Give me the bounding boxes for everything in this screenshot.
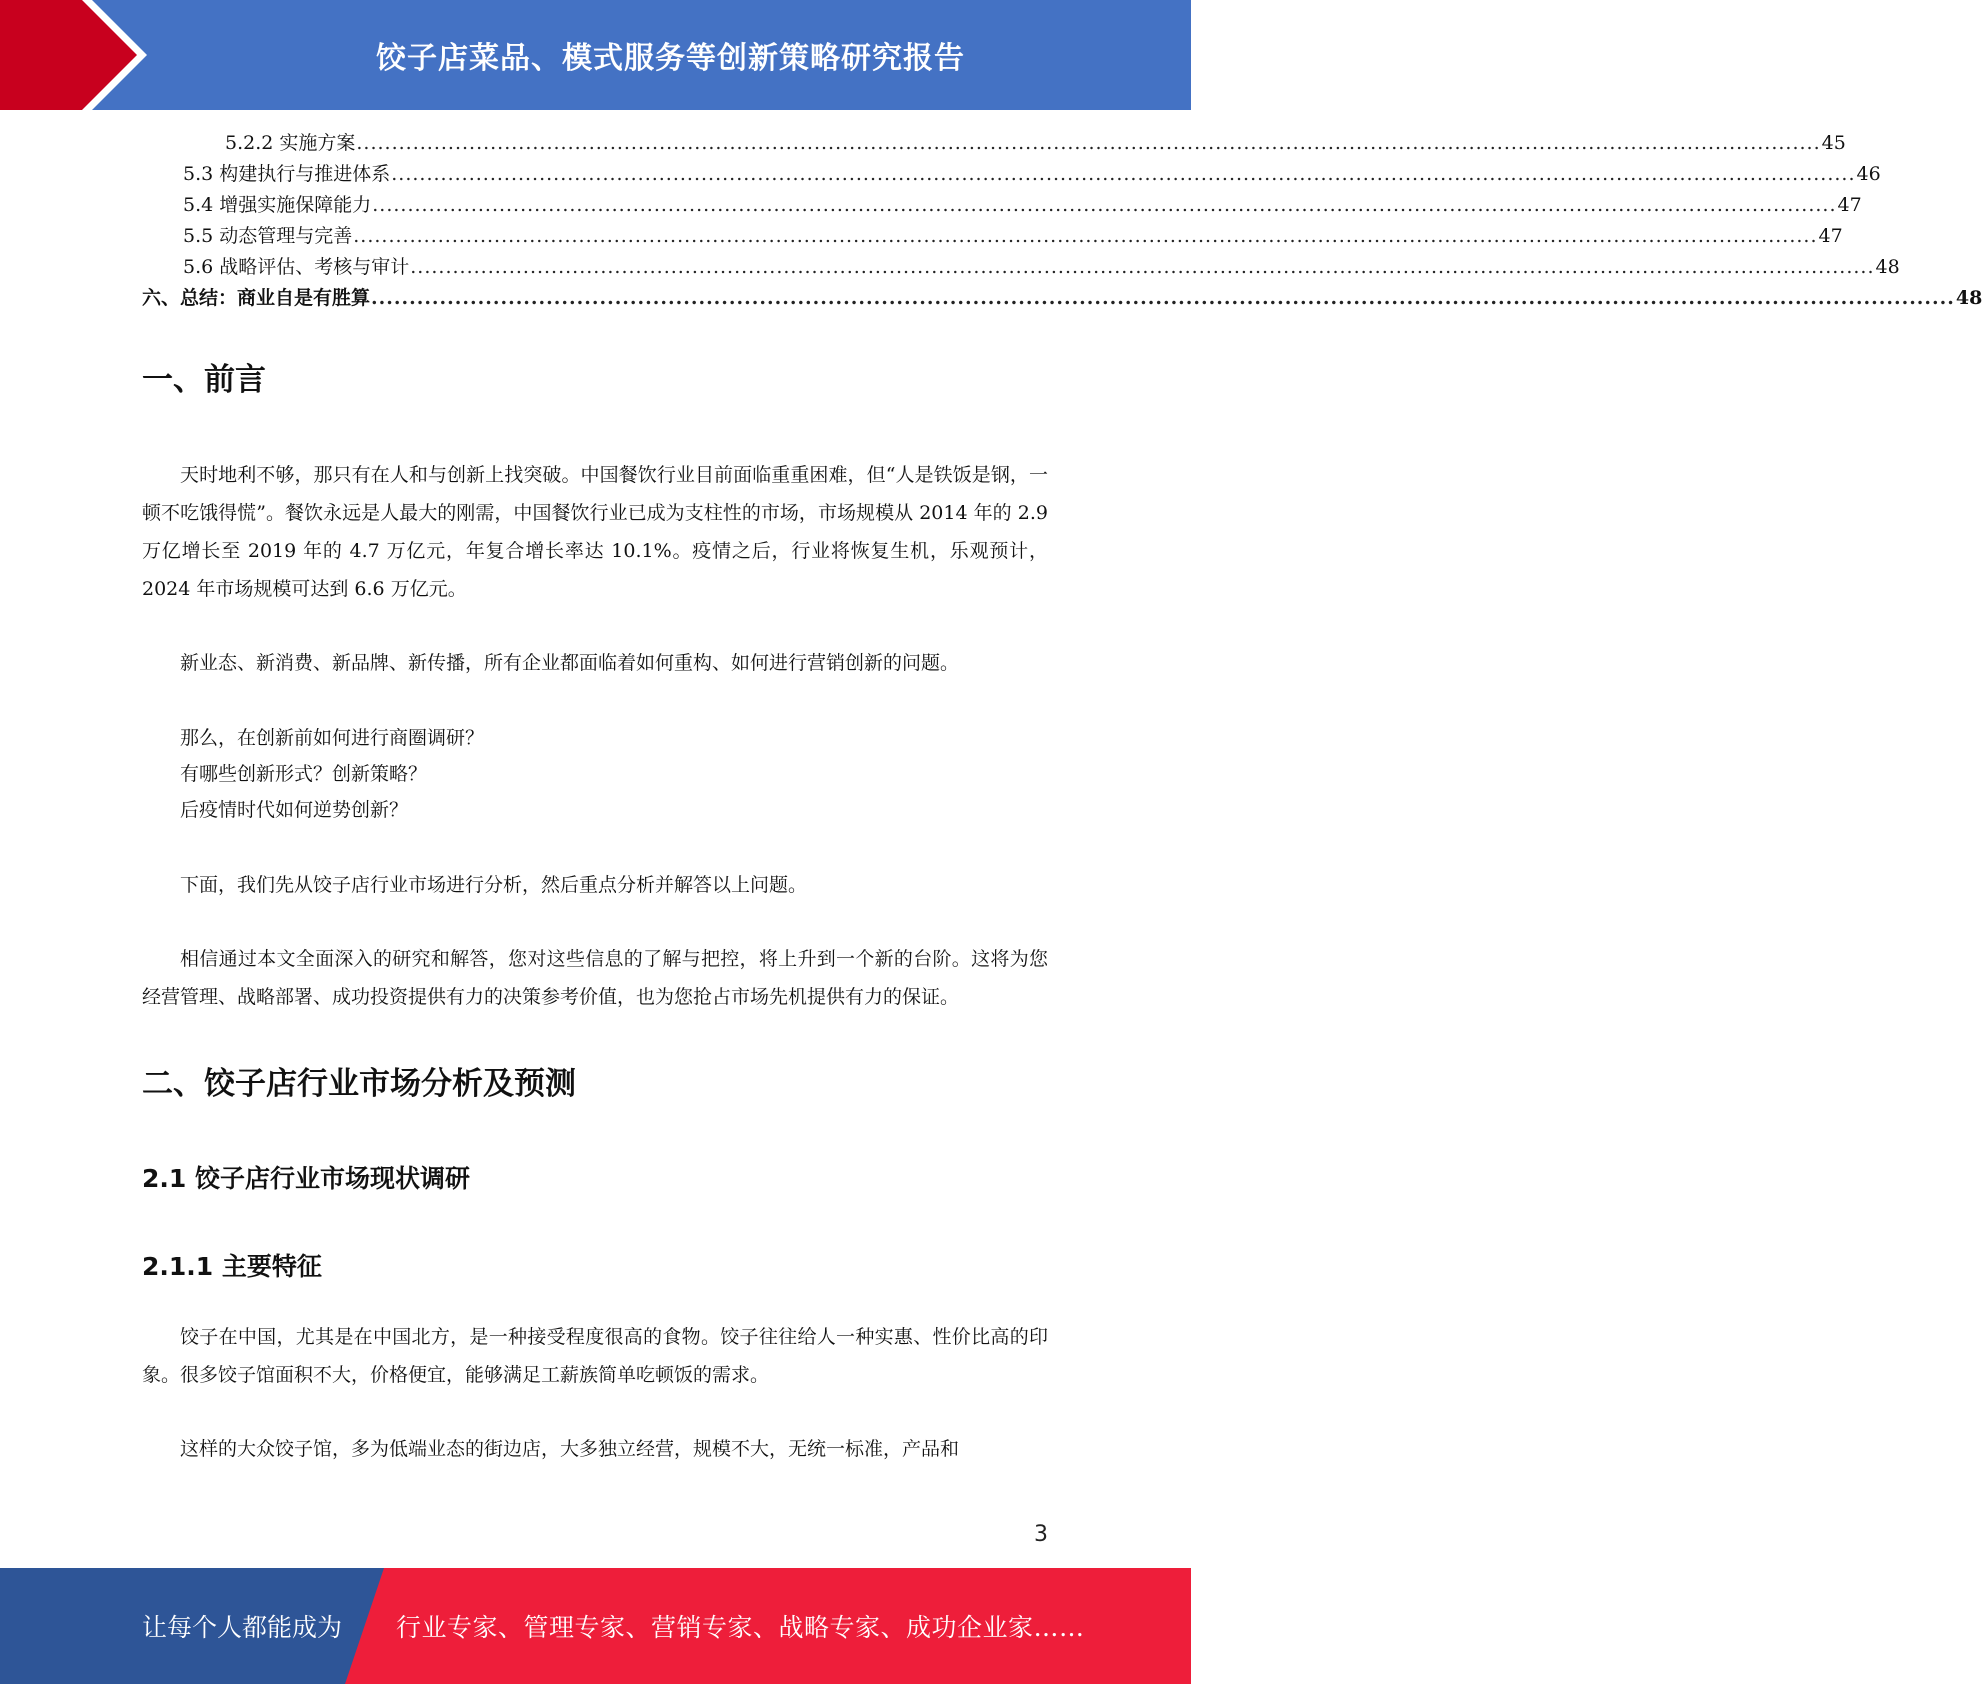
section-heading: 二、饺子店行业市场分析及预测 [142,1066,576,1102]
paragraph: 下面，我们先从饺子店行业市场进行分析，然后重点分析并解答以上问题。 [180,874,808,896]
toc-item[interactable] [142,190,1862,221]
toc-item-page: 48 [1875,256,1900,278]
toc-leader: ................................................................................................................................................................................................................ [410,256,1875,278]
toc-item-page: 48 [1955,287,1982,309]
paragraph: 这样的大众饺子馆，多为低端业态的街边店，大多独立经营，规模不大，无统一标准，产品和 [180,1438,960,1460]
red-chevron-logo [0,0,160,110]
toc-item-page: 47 [1837,194,1862,216]
toc-item-label: 5.4 增强实施保障能力 [183,194,372,216]
toc-item[interactable] [142,221,1843,252]
report-title: 饺子店菜品、模式服务等创新策略研究报告 [376,41,965,76]
toc-leader: ................................................................................................................................................................................................................ [371,287,1955,309]
subsection-heading: 2.1 饺子店行业市场现状调研 [142,1164,470,1193]
footer-slogan-right: 行业专家、管理专家、营销专家、战略专家、成功企业家…… [396,1613,1085,1642]
toc-item-label: 5.6 战略评估、考核与审计 [183,256,410,278]
paragraph: 天时地利不够，那只有在人和与创新上找突破。中国餐饮行业目前面临重重困难，但“人是铁饭是钢，一顿不吃饿得慌”。餐饮永远是人最大的刚需，中国餐饮行业已成为支柱性的市场，市场规模从 2014 年的 2.9 万亿增长至 2019 年的 4.7 万亿元，年复合增长率达 10.1%。疫情之后，行业将恢复生机，乐观预计，2024 年市场规模可达到 6.6 万亿元。 [142,464,1048,600]
toc-item-label: 六、总结：商业自是有胜算 [142,287,371,309]
main-content [142,350,1048,1468]
toc-leader: ................................................................................................................................................................................................................ [353,225,1818,247]
toc-item[interactable] [142,252,1900,283]
table-of-contents [142,128,1982,314]
question-line: 有哪些创新形式？创新策略？ [180,763,428,785]
question-line: 后疫情时代如何逆势创新？ [180,799,409,821]
toc-item[interactable] [142,128,1846,159]
toc-leader: ................................................................................................................................................................................................................ [356,132,1821,154]
subsubsection-heading: 2.1.1 主要特征 [142,1252,322,1281]
paragraph: 新业态、新消费、新品牌、新传播，所有企业都面临着如何重构、如何进行营销创新的问题。 [180,652,960,674]
toc-item-label: 5.2.2 实施方案 [225,132,356,154]
toc-item[interactable] [142,159,1881,190]
report-header [0,0,1191,110]
toc-item-page: 45 [1821,132,1846,154]
toc-leader: ................................................................................................................................................................................................................ [391,163,1856,185]
toc-item-label: 5.5 动态管理与完善 [183,225,353,247]
toc-leader: ................................................................................................................................................................................................................ [372,194,1837,216]
toc-item-page: 47 [1818,225,1843,247]
paragraph: 相信通过本文全面深入的研究和解答，您对这些信息的了解与把控，将上升到一个新的台阶。这将为您经营管理、战略部署、成功投资提供有力的决策参考价值，也为您抢占市场先机提供有力的保证。 [142,948,1048,1008]
question-line: 那么，在创新前如何进行商圈调研？ [180,727,485,749]
footer-slogan-left: 让每个人都能成为 [142,1613,343,1642]
toc-item-page: 46 [1856,163,1881,185]
report-footer [0,1568,1191,1684]
section-heading: 一、前言 [142,362,266,398]
toc-item-label: 5.3 构建执行与推进体系 [183,163,391,185]
toc-item[interactable] [142,283,1982,314]
page-number: 3 [1034,1522,1048,1547]
paragraph: 饺子在中国，尤其是在中国北方，是一种接受程度很高的食物。饺子往往给人一种实惠、性价比高的印象。很多饺子馆面积不大，价格便宜，能够满足工薪族简单吃顿饭的需求。 [142,1326,1048,1386]
